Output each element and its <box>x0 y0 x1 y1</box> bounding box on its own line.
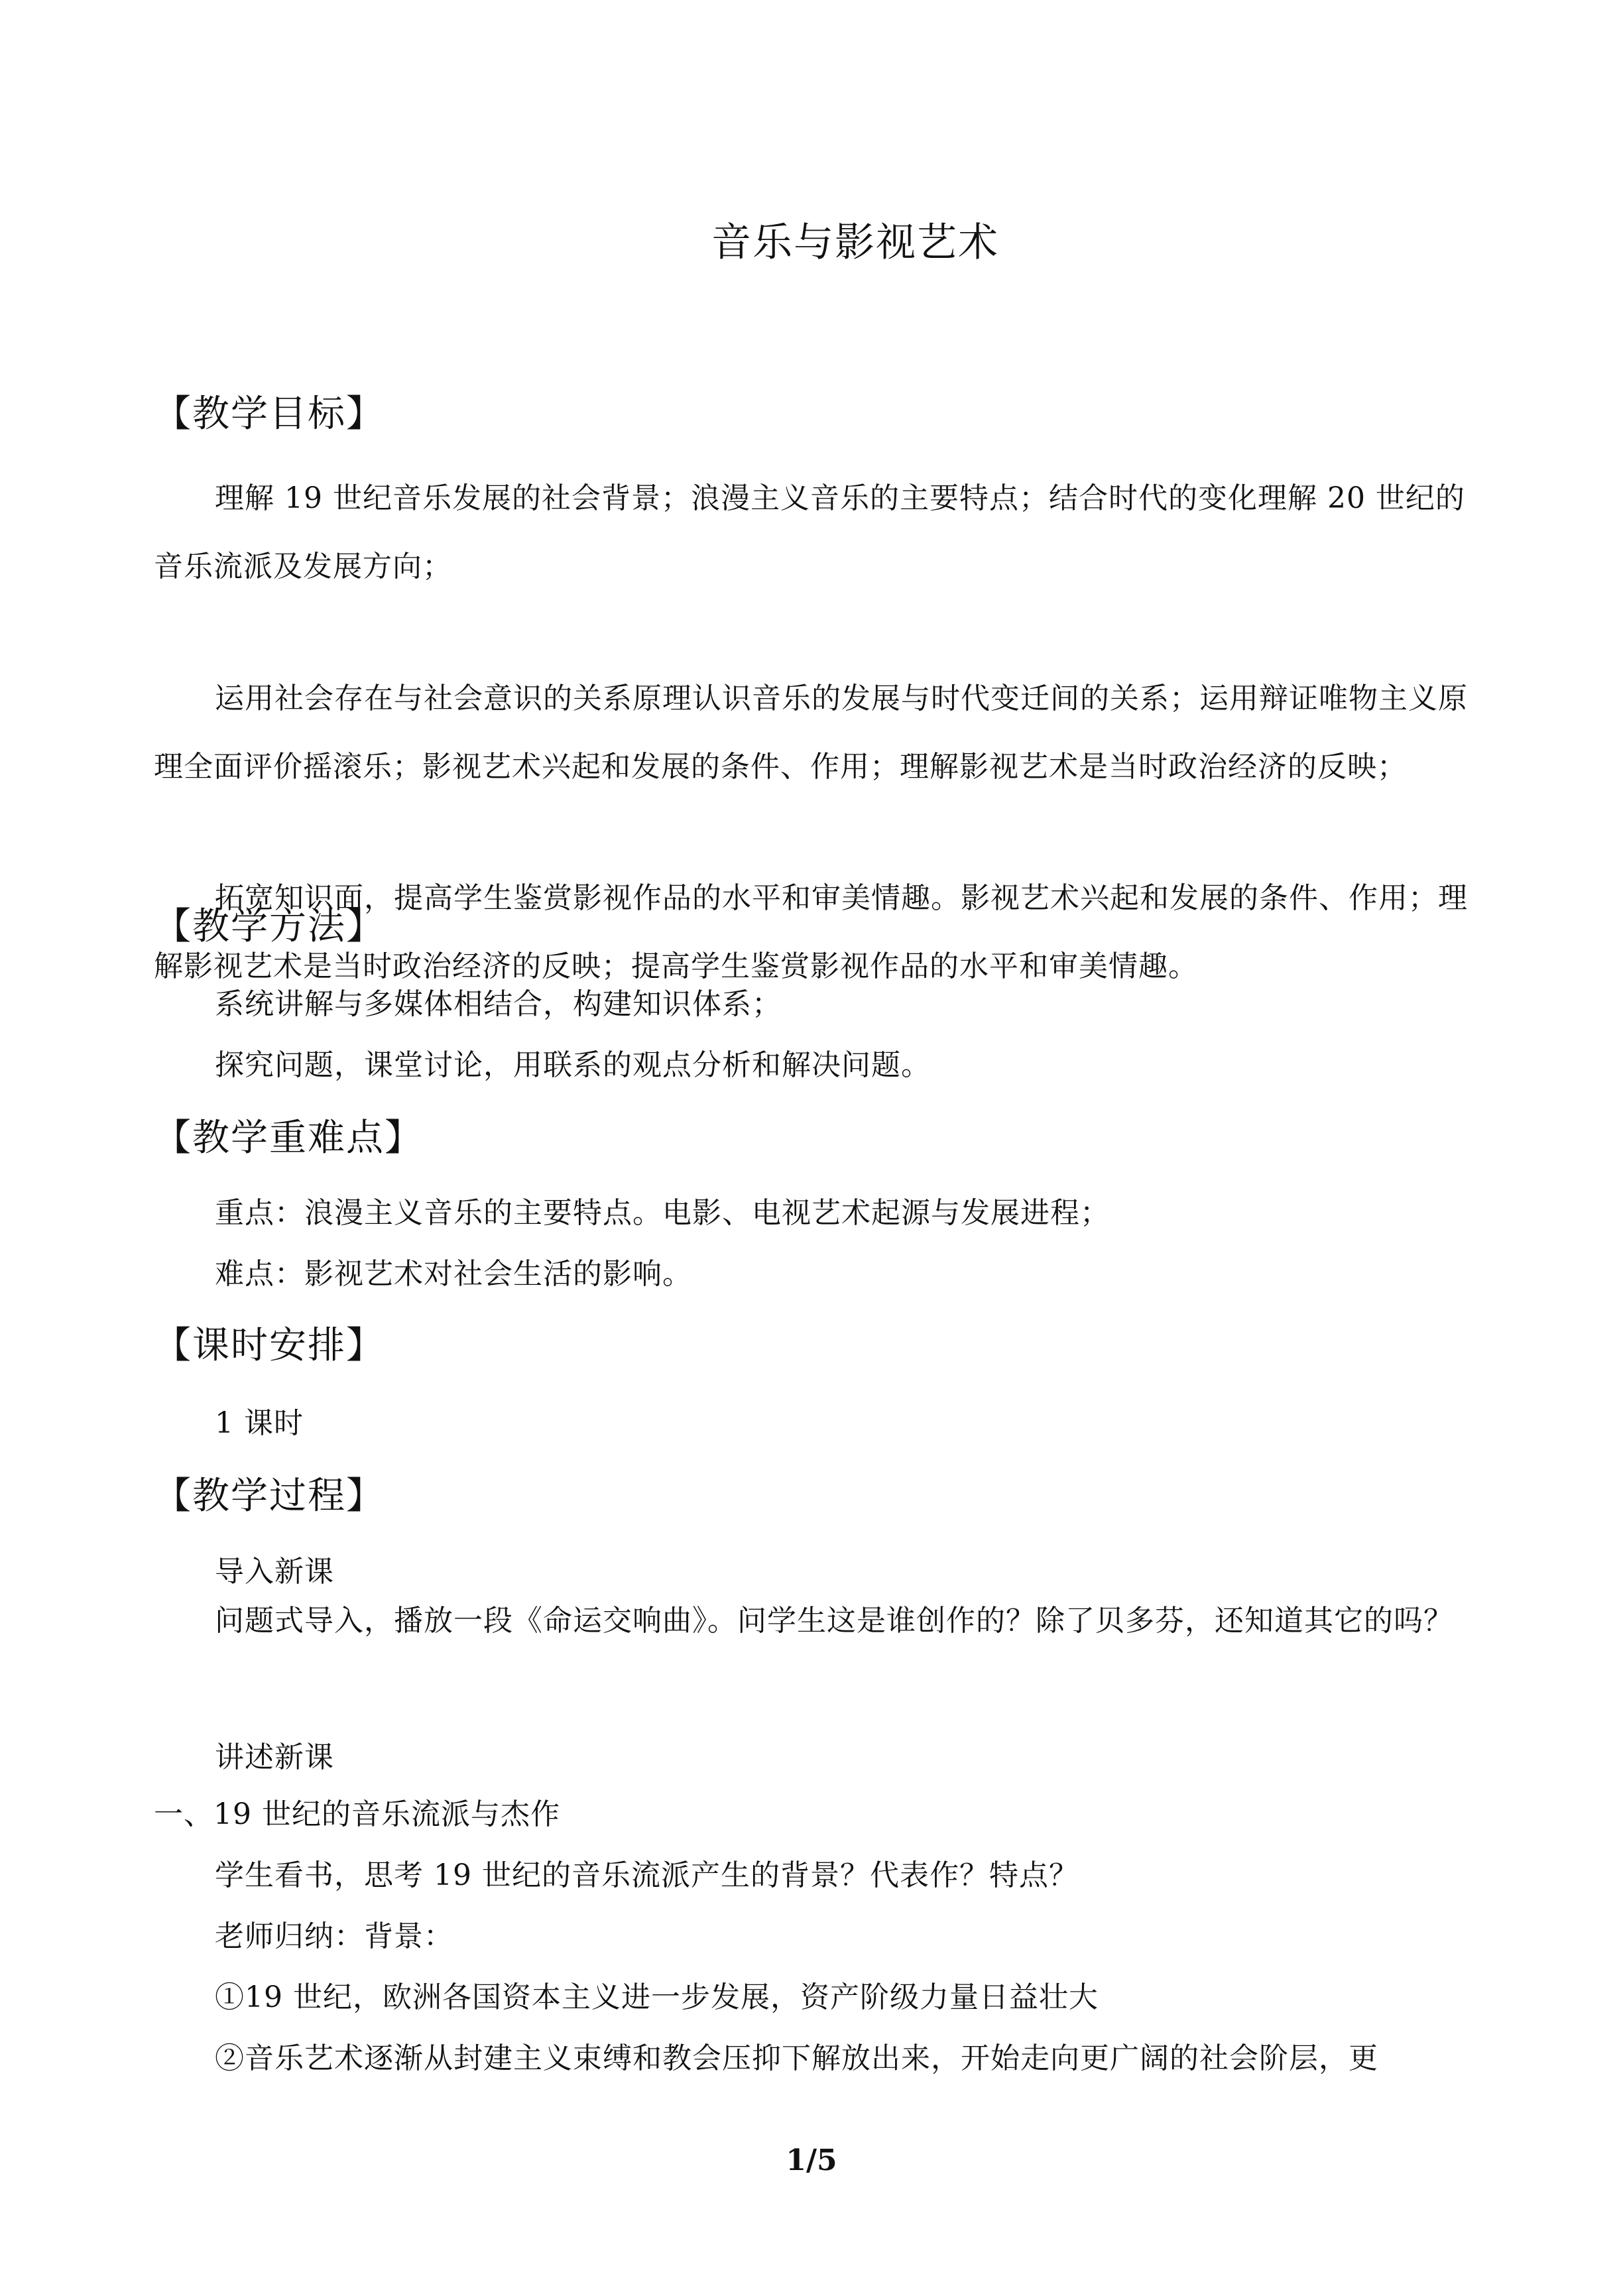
process-intro-label: 导入新课 <box>215 1555 334 1589</box>
process-line-4: ②音乐艺术逐渐从封建主义束缚和教会压抑下解放出来，开始走向更广阔的社会阶层，更 <box>215 2041 1378 2075</box>
heading-schedule: 【课时安排】 <box>154 1324 385 1367</box>
heading-methods: 【教学方法】 <box>154 905 385 948</box>
methods-line-1: 系统讲解与多媒体相结合，构建知识体系； <box>215 987 782 1021</box>
process-subsection-title: 一、19 世纪的音乐流派与杰作 <box>154 1797 560 1831</box>
objectives-paragraph-1: 理解 19 世纪音乐发展的社会背景；浪漫主义音乐的主要特点；结合时代的变化理解 20 世纪的音乐流派及发展方向； <box>154 481 1465 583</box>
page-number: 1/5 <box>786 2144 837 2177</box>
key-points-line-1: 重点：浪漫主义音乐的主要特点。电影、电视艺术起源与发展进程； <box>215 1196 1110 1230</box>
objectives-paragraph-2: 运用社会存在与社会意识的关系原理认识音乐的发展与时代变迁间的关系；运用辩证唯物主义原理全面评价摇滚乐；影视艺术兴起和发展的条件、作用；理解影视艺术是当时政治经济的反映； <box>154 682 1468 784</box>
document-title: 音乐与影视艺术 <box>711 219 999 266</box>
schedule-line-1: 1 课时 <box>215 1406 304 1440</box>
key-points-line-2: 难点：影视艺术对社会生活的影响。 <box>215 1257 692 1291</box>
process-line-3: ①19 世纪，欧洲各国资本主义进一步发展，资产阶级力量日益壮大 <box>215 1980 1099 2014</box>
process-lecture-label: 讲述新课 <box>215 1740 334 1774</box>
heading-objectives: 【教学目标】 <box>154 393 385 436</box>
process-intro-paragraph: 问题式导入，播放一段《命运交响曲》。问学生这是谁创作的？除了贝多芬，还知道其它的吗？ <box>215 1604 1453 1638</box>
objectives-paragraph-3: 拓宽知识面，提高学生鉴赏影视作品的水平和审美情趣。影视艺术兴起和发展的条件、作用；理解影视艺术是当时政治经济的反映；提高学生鉴赏影视作品的水平和审美情趣。 <box>154 881 1468 983</box>
heading-key-points: 【教学重难点】 <box>154 1117 423 1160</box>
process-line-2: 老师归纳：背景： <box>215 1919 453 1953</box>
heading-process: 【教学过程】 <box>154 1475 385 1518</box>
methods-line-2: 探究问题，课堂讨论，用联系的观点分析和解决问题。 <box>215 1048 931 1082</box>
process-line-1: 学生看书，思考 19 世纪的音乐流派产生的背景？代表作？特点？ <box>215 1858 1079 1892</box>
